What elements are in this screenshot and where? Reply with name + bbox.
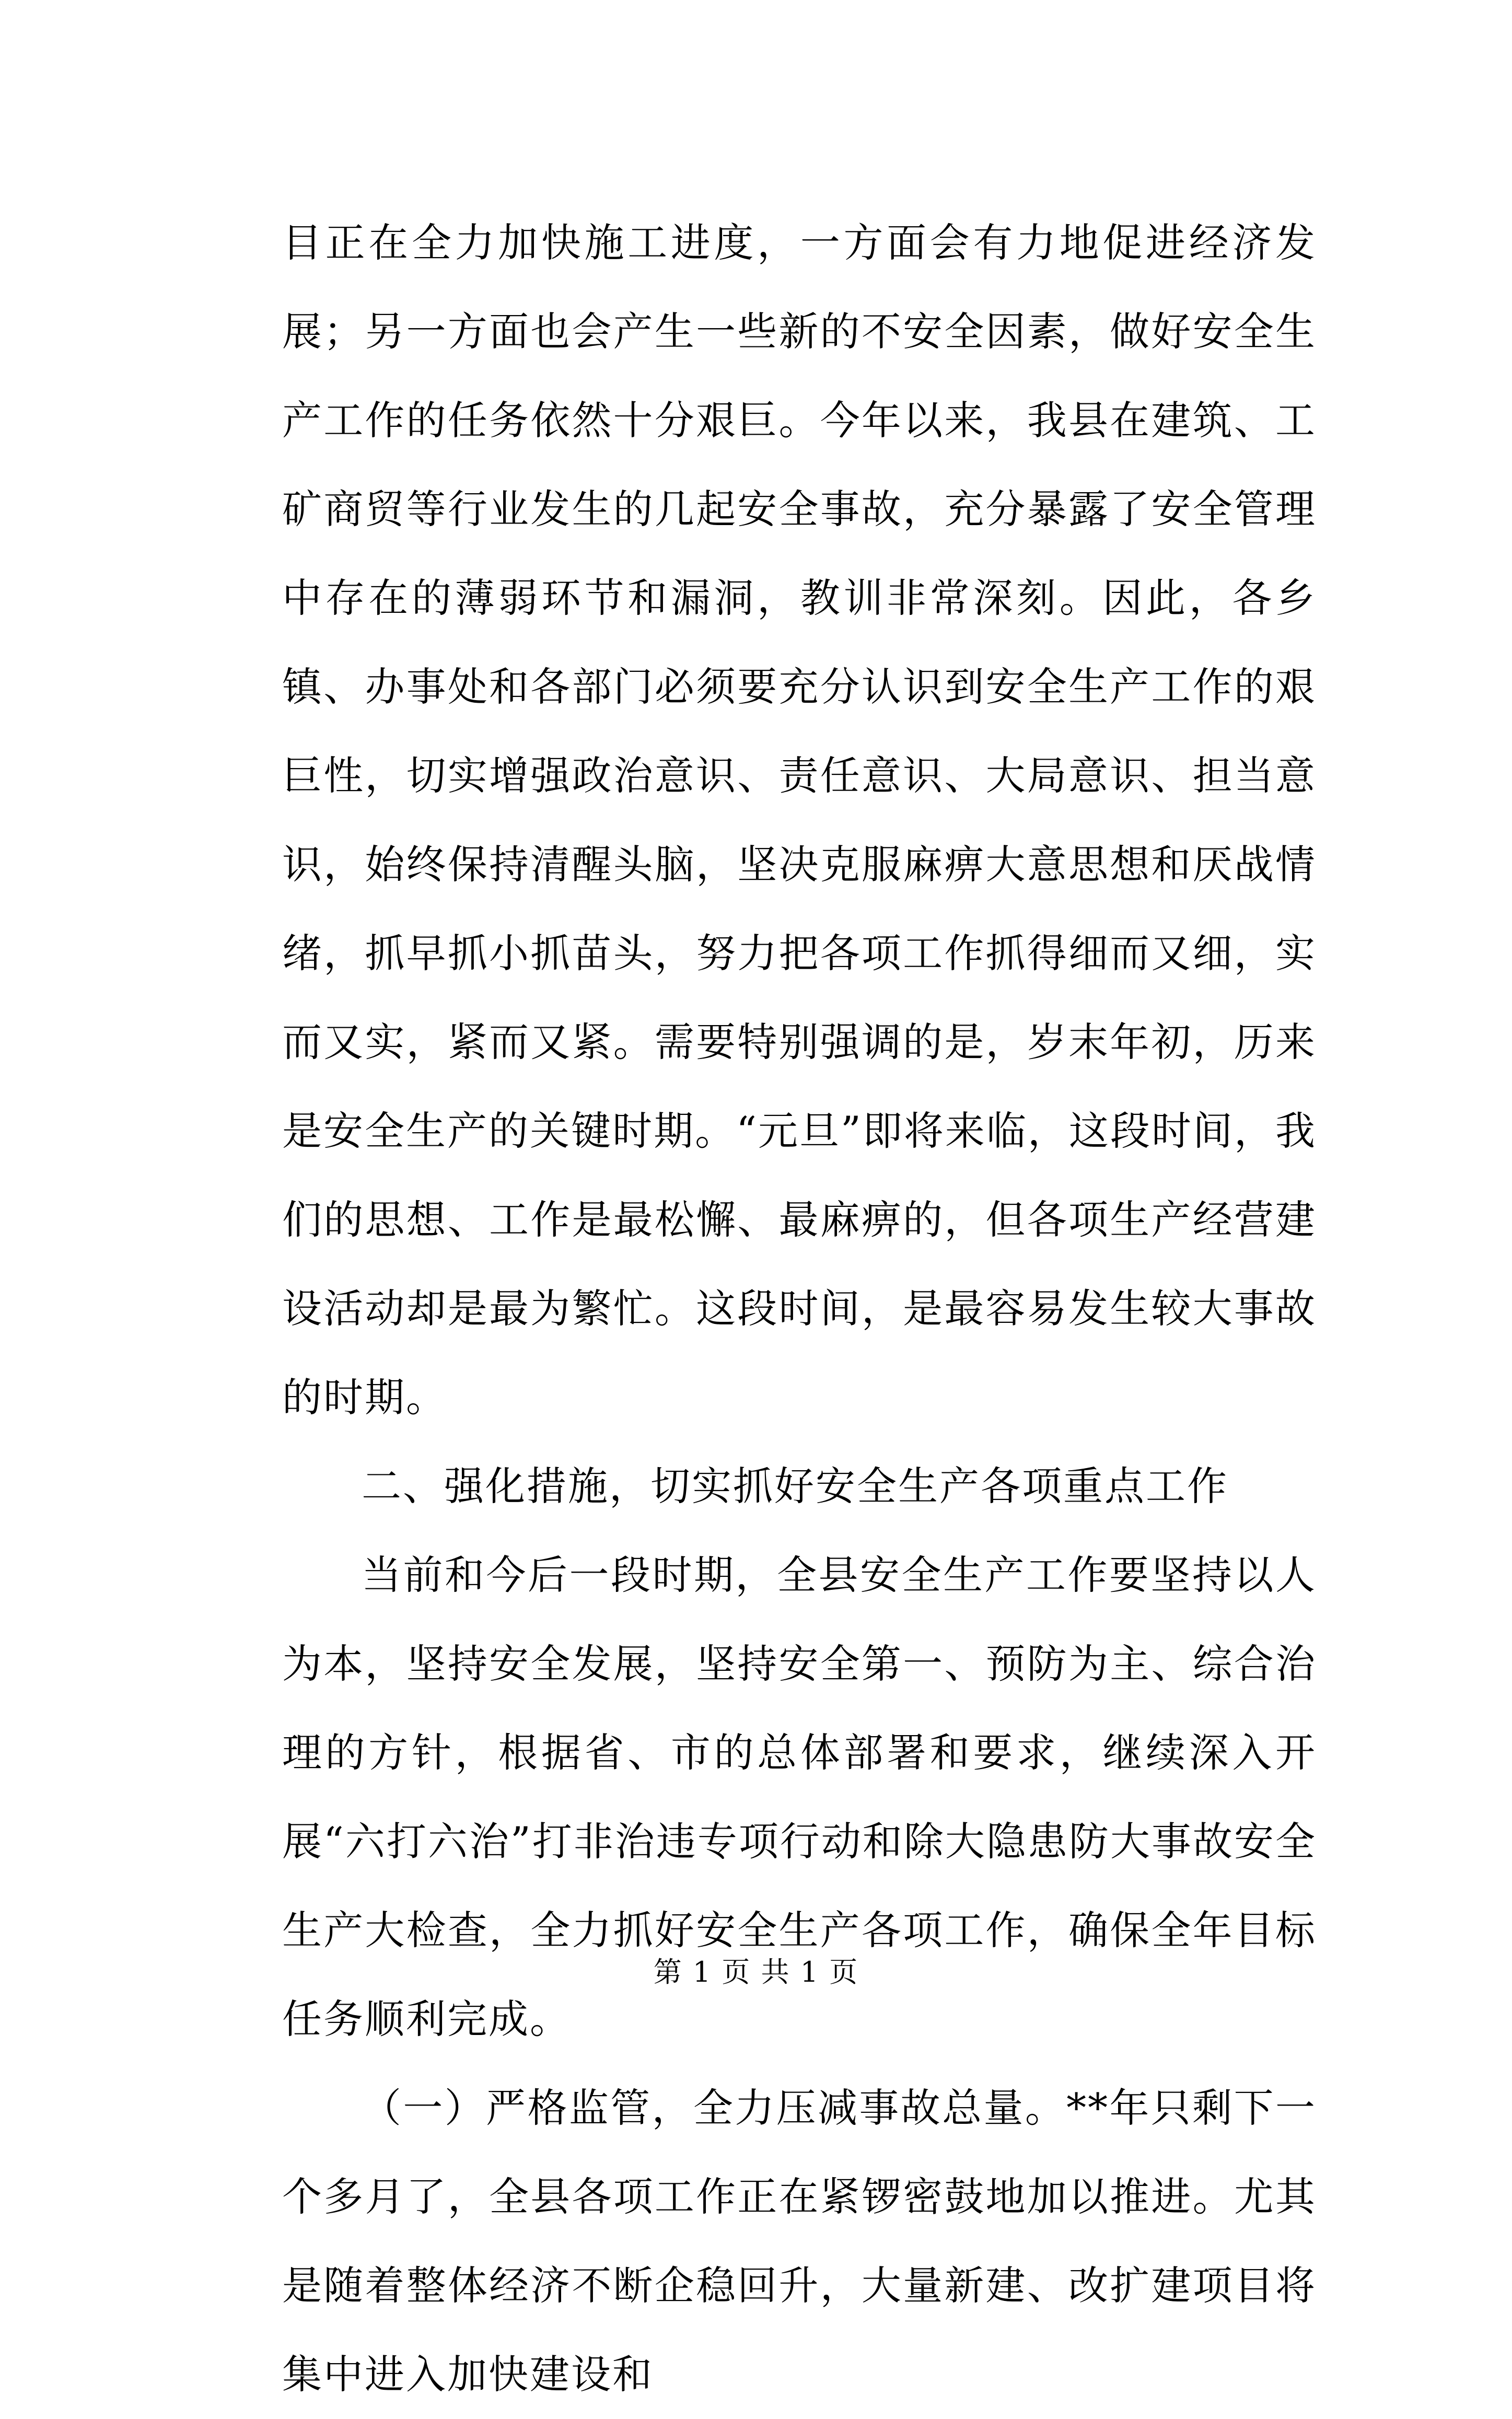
- section-heading: 二、强化措施，切实抓好安全生产各项重点工作: [362, 1463, 1228, 1509]
- paragraph-continuation: 目正在全力加快施工进度，一方面会有力地促进经济发展；另一方面也会产生一些新的不安全因素，做好安全生产工作的任务依然十分艰巨。今年以来，我县在建筑、工矿商贸等行业发生的几起安全事故，充分暴露了安全管理中存在的薄弱环节和漏洞，教训非常深刻。因此，各乡镇、办事处和各部门必须要充分认识到安全生产工作的艰巨性，切实增强政治意识、责任意识、大局意识、担当意识，始终保持清醒头脑，坚决克服麻痹大意思想和厌战情绪，抓早抓小抓苗头，努力把各项工作抓得细而又细，实而又实，紧而又紧。需要特别强调的是，岁末年初，历来是安全生产的关键时期。“元旦”即将来临，这段时间，我们的思想、工作是最松懈、最麻痹的，但各项生产经营建设活动却是最为繁忙。这段时间，是最容易发生较大事故的时期。: [282, 219, 1317, 1421]
- page-footer: 第 1 页 共 1 页: [653, 1956, 859, 1988]
- document-body: [282, 199, 1317, 2419]
- paragraph-measures: 当前和今后一段时期，全县安全生产工作要坚持以人为本，坚持安全发展，坚持安全第一、预防为主、综合治理的方针，根据省、市的总体部署和要求，继续深入开展“六打六治”打非治违专项行动和除大隐患防大事故安全生产大检查，全力抓好安全生产各项工作，确保全年目标任务顺利完成。: [282, 1552, 1317, 2042]
- paragraph-item-one: （一）严格监管，全力压减事故总量。**年只剩下一个多月了，全县各项工作正在紧锣密鼓地加以推进。尤其是随着整体经济不断企稳回升，大量新建、改扩建项目将集中进入加快建设和: [282, 2085, 1317, 2398]
